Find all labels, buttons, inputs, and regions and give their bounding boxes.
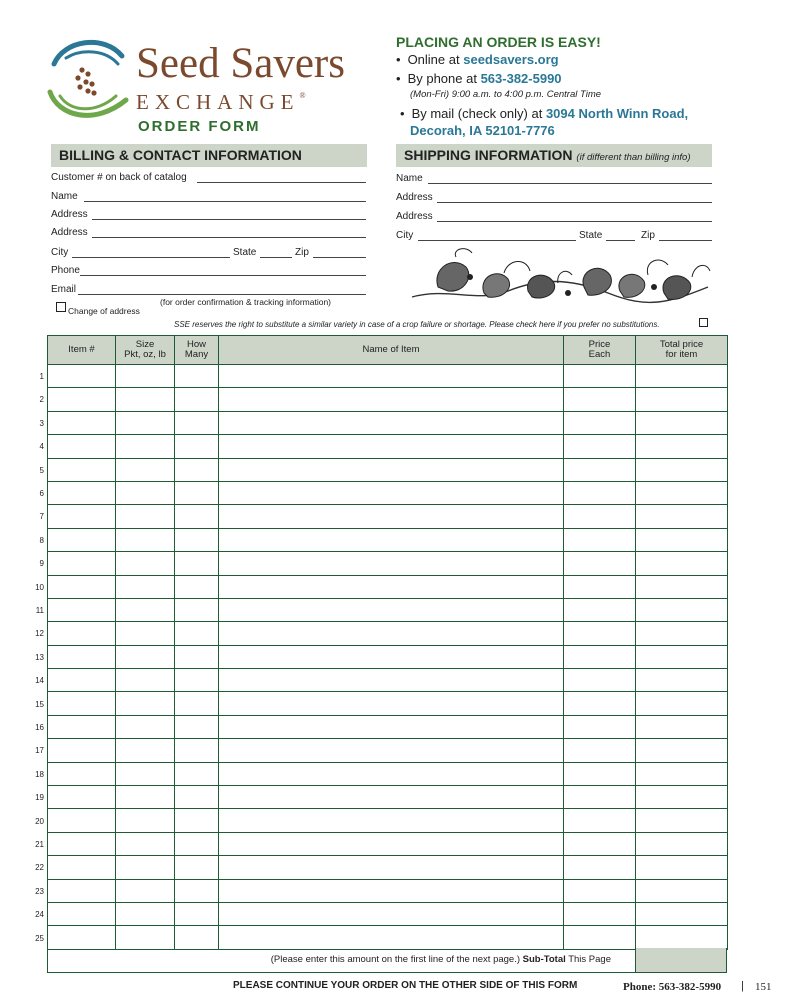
item-number-cell[interactable] <box>48 739 116 762</box>
table-header-row <box>48 336 728 365</box>
billing-city-label: City <box>51 247 69 258</box>
how-many-cell[interactable] <box>175 786 219 809</box>
item-name-cell[interactable] <box>219 365 564 388</box>
item-name-cell[interactable] <box>219 692 564 715</box>
how-many-cell[interactable] <box>175 622 219 645</box>
total-price-cell[interactable] <box>636 832 728 855</box>
total-price-cell[interactable] <box>636 481 728 504</box>
item-number-cell[interactable] <box>48 388 116 411</box>
price-each-cell[interactable] <box>564 692 636 715</box>
price-each-cell[interactable] <box>564 458 636 481</box>
hands-seeds-icon <box>44 34 132 124</box>
item-number-cell[interactable] <box>48 879 116 902</box>
row-number: 7 <box>39 512 44 522</box>
logo-subtitle: EXCHANGE® <box>136 90 306 114</box>
item-name-cell[interactable] <box>219 481 564 504</box>
how-many-cell[interactable] <box>175 458 219 481</box>
how-many-cell[interactable] <box>175 879 219 902</box>
item-number-cell[interactable] <box>48 622 116 645</box>
subtotal-field[interactable] <box>635 948 726 972</box>
row-number: 17 <box>35 746 44 756</box>
table-row <box>48 879 728 902</box>
total-price-cell[interactable] <box>636 786 728 809</box>
billing-zip-label: Zip <box>295 247 309 258</box>
customer-number-field[interactable] <box>197 182 366 183</box>
size-cell[interactable] <box>116 481 175 504</box>
size-cell[interactable] <box>116 575 175 598</box>
size-cell[interactable] <box>116 458 175 481</box>
how-many-cell[interactable] <box>175 739 219 762</box>
table-row <box>48 809 728 832</box>
ordering-title: PLACING AN ORDER IS EASY! <box>396 34 601 50</box>
how-many-cell[interactable] <box>175 692 219 715</box>
row-number: 6 <box>39 489 44 498</box>
size-cell[interactable] <box>116 365 175 388</box>
how-many-cell[interactable] <box>175 411 219 434</box>
total-price-cell[interactable] <box>636 762 728 785</box>
item-name-cell[interactable] <box>219 435 564 458</box>
size-cell[interactable] <box>116 692 175 715</box>
how-many-cell[interactable] <box>175 926 219 949</box>
table-row <box>48 435 728 458</box>
order-table <box>47 335 728 950</box>
how-many-cell[interactable] <box>175 598 219 621</box>
item-number-cell[interactable] <box>48 411 116 434</box>
col-total-price: Total price for item <box>636 336 728 365</box>
col-price-each: Price Each <box>564 336 636 365</box>
how-many-cell[interactable] <box>175 762 219 785</box>
row-number: 15 <box>35 699 44 709</box>
total-price-cell[interactable] <box>636 458 728 481</box>
email-note: (for order confirmation & tracking information) <box>160 297 332 307</box>
price-each-cell[interactable] <box>564 832 636 855</box>
table-row <box>48 902 728 925</box>
size-cell[interactable] <box>116 856 175 879</box>
item-number-cell[interactable] <box>48 832 116 855</box>
shipping-city-field[interactable] <box>418 240 576 241</box>
col-name-of-item: Name of Item <box>219 336 564 365</box>
size-cell[interactable] <box>116 762 175 785</box>
total-price-cell[interactable] <box>636 902 728 925</box>
size-cell[interactable] <box>116 669 175 692</box>
total-price-cell[interactable] <box>636 856 728 879</box>
form-label: ORDER FORM <box>138 118 261 135</box>
billing-email-label: Email <box>51 284 77 295</box>
how-many-cell[interactable] <box>175 645 219 668</box>
shipping-zip-label: Zip <box>641 230 655 241</box>
customer-number-label: Customer # on back of catalog <box>51 172 187 183</box>
item-number-cell[interactable] <box>48 645 116 668</box>
table-row <box>48 458 728 481</box>
item-name-cell[interactable] <box>219 622 564 645</box>
mail-line: • By mail (check only) at 3094 North Winn Road, <box>400 106 689 121</box>
size-cell[interactable] <box>116 622 175 645</box>
item-name-cell[interactable] <box>219 411 564 434</box>
item-name-cell[interactable] <box>219 926 564 949</box>
item-number-cell[interactable] <box>48 669 116 692</box>
row-number: 19 <box>35 793 44 803</box>
billing-address1-field[interactable] <box>92 219 366 220</box>
how-many-cell[interactable] <box>175 669 219 692</box>
price-each-cell[interactable] <box>564 856 636 879</box>
item-number-cell[interactable] <box>48 505 116 528</box>
row-number: 21 <box>35 840 44 849</box>
row-number: 14 <box>35 676 44 686</box>
total-price-cell[interactable] <box>636 879 728 902</box>
row-number: 9 <box>39 559 44 569</box>
item-name-cell[interactable] <box>219 598 564 621</box>
table-row <box>48 786 728 809</box>
item-name-cell[interactable] <box>219 528 564 551</box>
shipping-address2-field[interactable] <box>437 221 712 222</box>
price-each-cell[interactable] <box>564 786 636 809</box>
phone-line: • By phone at 563-382-5990 <box>396 71 562 86</box>
price-each-cell[interactable] <box>564 809 636 832</box>
table-row <box>48 575 728 598</box>
item-number-cell[interactable] <box>48 552 116 575</box>
size-cell[interactable] <box>116 505 175 528</box>
footer-separator: | <box>741 980 744 992</box>
price-each-cell[interactable] <box>564 762 636 785</box>
price-each-cell[interactable] <box>564 575 636 598</box>
item-name-cell[interactable] <box>219 879 564 902</box>
price-each-cell[interactable] <box>564 645 636 668</box>
row-number: 8 <box>39 535 44 545</box>
total-price-cell[interactable] <box>636 692 728 715</box>
shipping-state-label: State <box>579 230 603 241</box>
item-number-cell[interactable] <box>48 435 116 458</box>
col-how-many: How Many <box>175 336 219 365</box>
row-number: 16 <box>35 723 44 732</box>
row-number: 11 <box>35 606 44 615</box>
row-number: 23 <box>35 886 44 896</box>
total-price-cell[interactable] <box>636 622 728 645</box>
size-cell[interactable] <box>116 879 175 902</box>
table-row <box>48 481 728 504</box>
shipping-city-label: City <box>396 230 414 241</box>
price-each-cell[interactable] <box>564 388 636 411</box>
table-row <box>48 926 728 949</box>
phone-number: 563-382-5990 <box>480 71 562 86</box>
price-each-cell[interactable] <box>564 528 636 551</box>
continue-notice: PLEASE CONTINUE YOUR ORDER ON THE OTHER SIDE OF THIS FORM <box>233 980 578 991</box>
size-cell[interactable] <box>116 926 175 949</box>
price-each-cell[interactable] <box>564 902 636 925</box>
price-each-cell[interactable] <box>564 505 636 528</box>
change-of-address-label: Change of address <box>68 306 140 316</box>
billing-state-field[interactable] <box>260 257 292 258</box>
price-each-cell[interactable] <box>564 926 636 949</box>
table-row <box>48 598 728 621</box>
item-number-cell[interactable] <box>48 902 116 925</box>
row-number: 1 <box>39 372 44 381</box>
table-row <box>48 762 728 785</box>
subtotal-row <box>47 948 727 973</box>
table-row <box>48 388 728 411</box>
row-number: 3 <box>39 418 44 428</box>
row-number: 12 <box>35 629 44 639</box>
website-link[interactable]: seedsavers.org <box>463 52 559 67</box>
how-many-cell[interactable] <box>175 832 219 855</box>
row-number: 10 <box>35 582 44 592</box>
how-many-cell[interactable] <box>175 365 219 388</box>
item-name-cell[interactable] <box>219 739 564 762</box>
item-number-cell[interactable] <box>48 692 116 715</box>
how-many-cell[interactable] <box>175 575 219 598</box>
item-name-cell[interactable] <box>219 809 564 832</box>
size-cell[interactable] <box>116 528 175 551</box>
table-row <box>48 856 728 879</box>
item-number-cell[interactable] <box>48 575 116 598</box>
shipping-header: SHIPPING INFORMATION (if different than billing info) <box>396 144 712 167</box>
logo-title: Seed Savers <box>136 40 345 87</box>
change-of-address-checkbox[interactable] <box>56 302 66 312</box>
item-name-cell[interactable] <box>219 762 564 785</box>
size-cell[interactable] <box>116 786 175 809</box>
price-each-cell[interactable] <box>564 481 636 504</box>
table-row <box>48 739 728 762</box>
how-many-cell[interactable] <box>175 528 219 551</box>
price-each-cell[interactable] <box>564 365 636 388</box>
total-price-cell[interactable] <box>636 388 728 411</box>
price-each-cell[interactable] <box>564 411 636 434</box>
size-cell[interactable] <box>116 552 175 575</box>
size-cell[interactable] <box>116 411 175 434</box>
table-row <box>48 715 728 738</box>
table-row <box>48 528 728 551</box>
item-name-cell[interactable] <box>219 856 564 879</box>
item-name-cell[interactable] <box>219 458 564 481</box>
size-cell[interactable] <box>116 435 175 458</box>
how-many-cell[interactable] <box>175 809 219 832</box>
size-cell[interactable] <box>116 832 175 855</box>
page-number: 151 <box>755 981 772 993</box>
mail-city-line: Decorah, IA 52101-7776 <box>410 123 555 138</box>
shipping-zip-field[interactable] <box>659 240 712 241</box>
total-price-cell[interactable] <box>636 715 728 738</box>
billing-phone-label: Phone <box>51 265 80 276</box>
price-each-cell[interactable] <box>564 669 636 692</box>
ordering-info <box>396 34 796 138</box>
row-number: 2 <box>39 395 44 405</box>
subtotal-label: (Please enter this amount on the first line of the next page.) Sub-Total This Page <box>270 954 611 965</box>
row-number: 18 <box>35 769 44 779</box>
size-cell[interactable] <box>116 388 175 411</box>
online-line: • Online at seedsavers.org <box>396 52 559 67</box>
item-name-cell[interactable] <box>219 902 564 925</box>
row-number: 22 <box>35 863 44 873</box>
price-each-cell[interactable] <box>564 715 636 738</box>
table-row <box>48 365 728 388</box>
total-price-cell[interactable] <box>636 575 728 598</box>
billing-address2-field[interactable] <box>92 237 366 238</box>
table-row <box>48 669 728 692</box>
item-number-cell[interactable] <box>48 365 116 388</box>
size-cell[interactable] <box>116 598 175 621</box>
table-row <box>48 505 728 528</box>
item-number-cell[interactable] <box>48 598 116 621</box>
price-each-cell[interactable] <box>564 879 636 902</box>
substitution-disclaimer: SSE reserves the right to substitute a similar variety in case of a crop failure or shortage. Please check here if you prefer no substitutions. <box>174 320 660 329</box>
vine-illustration-icon <box>408 247 712 311</box>
item-number-cell[interactable] <box>48 856 116 879</box>
item-name-cell[interactable] <box>219 715 564 738</box>
table-row <box>48 645 728 668</box>
shipping-state-field[interactable] <box>606 240 635 241</box>
total-price-cell[interactable] <box>636 739 728 762</box>
size-cell[interactable] <box>116 715 175 738</box>
billing-header: BILLING & CONTACT INFORMATION <box>51 144 367 167</box>
total-price-cell[interactable] <box>636 552 728 575</box>
item-name-cell[interactable] <box>219 505 564 528</box>
total-price-cell[interactable] <box>636 435 728 458</box>
billing-email-field[interactable] <box>78 294 366 295</box>
col-item-number: Item # <box>48 336 116 365</box>
how-many-cell[interactable] <box>175 435 219 458</box>
total-price-cell[interactable] <box>636 645 728 668</box>
total-price-cell[interactable] <box>636 809 728 832</box>
billing-zip-field[interactable] <box>313 257 366 258</box>
item-name-cell[interactable] <box>219 669 564 692</box>
table-row <box>48 832 728 855</box>
size-cell[interactable] <box>116 902 175 925</box>
col-size: Size Pkt, oz, lb <box>116 336 175 365</box>
total-price-cell[interactable] <box>636 926 728 949</box>
how-many-cell[interactable] <box>175 552 219 575</box>
shipping-address2-label: Address <box>396 211 433 222</box>
footer-phone: Phone: 563-382-5990 <box>623 981 722 993</box>
no-substitution-checkbox[interactable] <box>699 318 708 327</box>
item-number-cell[interactable] <box>48 528 116 551</box>
total-price-cell[interactable] <box>636 505 728 528</box>
item-name-cell[interactable] <box>219 832 564 855</box>
shipping-name-label: Name <box>396 173 423 184</box>
item-number-cell[interactable] <box>48 926 116 949</box>
table-row <box>48 411 728 434</box>
price-each-cell[interactable] <box>564 435 636 458</box>
how-many-cell[interactable] <box>175 715 219 738</box>
item-name-cell[interactable] <box>219 388 564 411</box>
billing-address2-label: Address <box>51 227 88 238</box>
price-each-cell[interactable] <box>564 598 636 621</box>
billing-name-label: Name <box>51 191 78 202</box>
row-number: 24 <box>35 910 44 920</box>
billing-phone-field[interactable] <box>80 275 366 276</box>
row-number: 25 <box>35 933 44 943</box>
shipping-address1-label: Address <box>396 192 433 203</box>
total-price-cell[interactable] <box>636 528 728 551</box>
item-number-cell[interactable] <box>48 786 116 809</box>
price-each-cell[interactable] <box>564 739 636 762</box>
item-name-cell[interactable] <box>219 786 564 809</box>
table-row <box>48 692 728 715</box>
item-number-cell[interactable] <box>48 809 116 832</box>
how-many-cell[interactable] <box>175 505 219 528</box>
how-many-cell[interactable] <box>175 902 219 925</box>
item-number-cell[interactable] <box>48 481 116 504</box>
logo <box>44 34 374 138</box>
row-number: 4 <box>39 442 44 452</box>
billing-city-field[interactable] <box>72 257 230 258</box>
billing-state-label: State <box>233 247 257 258</box>
price-each-cell[interactable] <box>564 622 636 645</box>
row-number: 13 <box>35 652 44 662</box>
total-price-cell[interactable] <box>636 669 728 692</box>
total-price-cell[interactable] <box>636 411 728 434</box>
item-number-cell[interactable] <box>48 715 116 738</box>
row-number: 5 <box>39 465 44 475</box>
item-name-cell[interactable] <box>219 575 564 598</box>
item-name-cell[interactable] <box>219 552 564 575</box>
how-many-cell[interactable] <box>175 388 219 411</box>
row-number: 20 <box>35 816 44 826</box>
size-cell[interactable] <box>116 645 175 668</box>
total-price-cell[interactable] <box>636 365 728 388</box>
size-cell[interactable] <box>116 809 175 832</box>
shipping-address1-field[interactable] <box>437 202 712 203</box>
item-number-cell[interactable] <box>48 762 116 785</box>
how-many-cell[interactable] <box>175 856 219 879</box>
size-cell[interactable] <box>116 739 175 762</box>
total-price-cell[interactable] <box>636 598 728 621</box>
billing-address1-label: Address <box>51 209 88 220</box>
table-row <box>48 622 728 645</box>
item-number-cell[interactable] <box>48 458 116 481</box>
billing-name-field[interactable] <box>84 201 366 202</box>
item-name-cell[interactable] <box>219 645 564 668</box>
table-row <box>48 552 728 575</box>
how-many-cell[interactable] <box>175 481 219 504</box>
price-each-cell[interactable] <box>564 552 636 575</box>
hours-text: (Mon-Fri) 9:00 a.m. to 4:00 p.m. Central Time <box>410 89 602 100</box>
shipping-name-field[interactable] <box>428 183 712 184</box>
